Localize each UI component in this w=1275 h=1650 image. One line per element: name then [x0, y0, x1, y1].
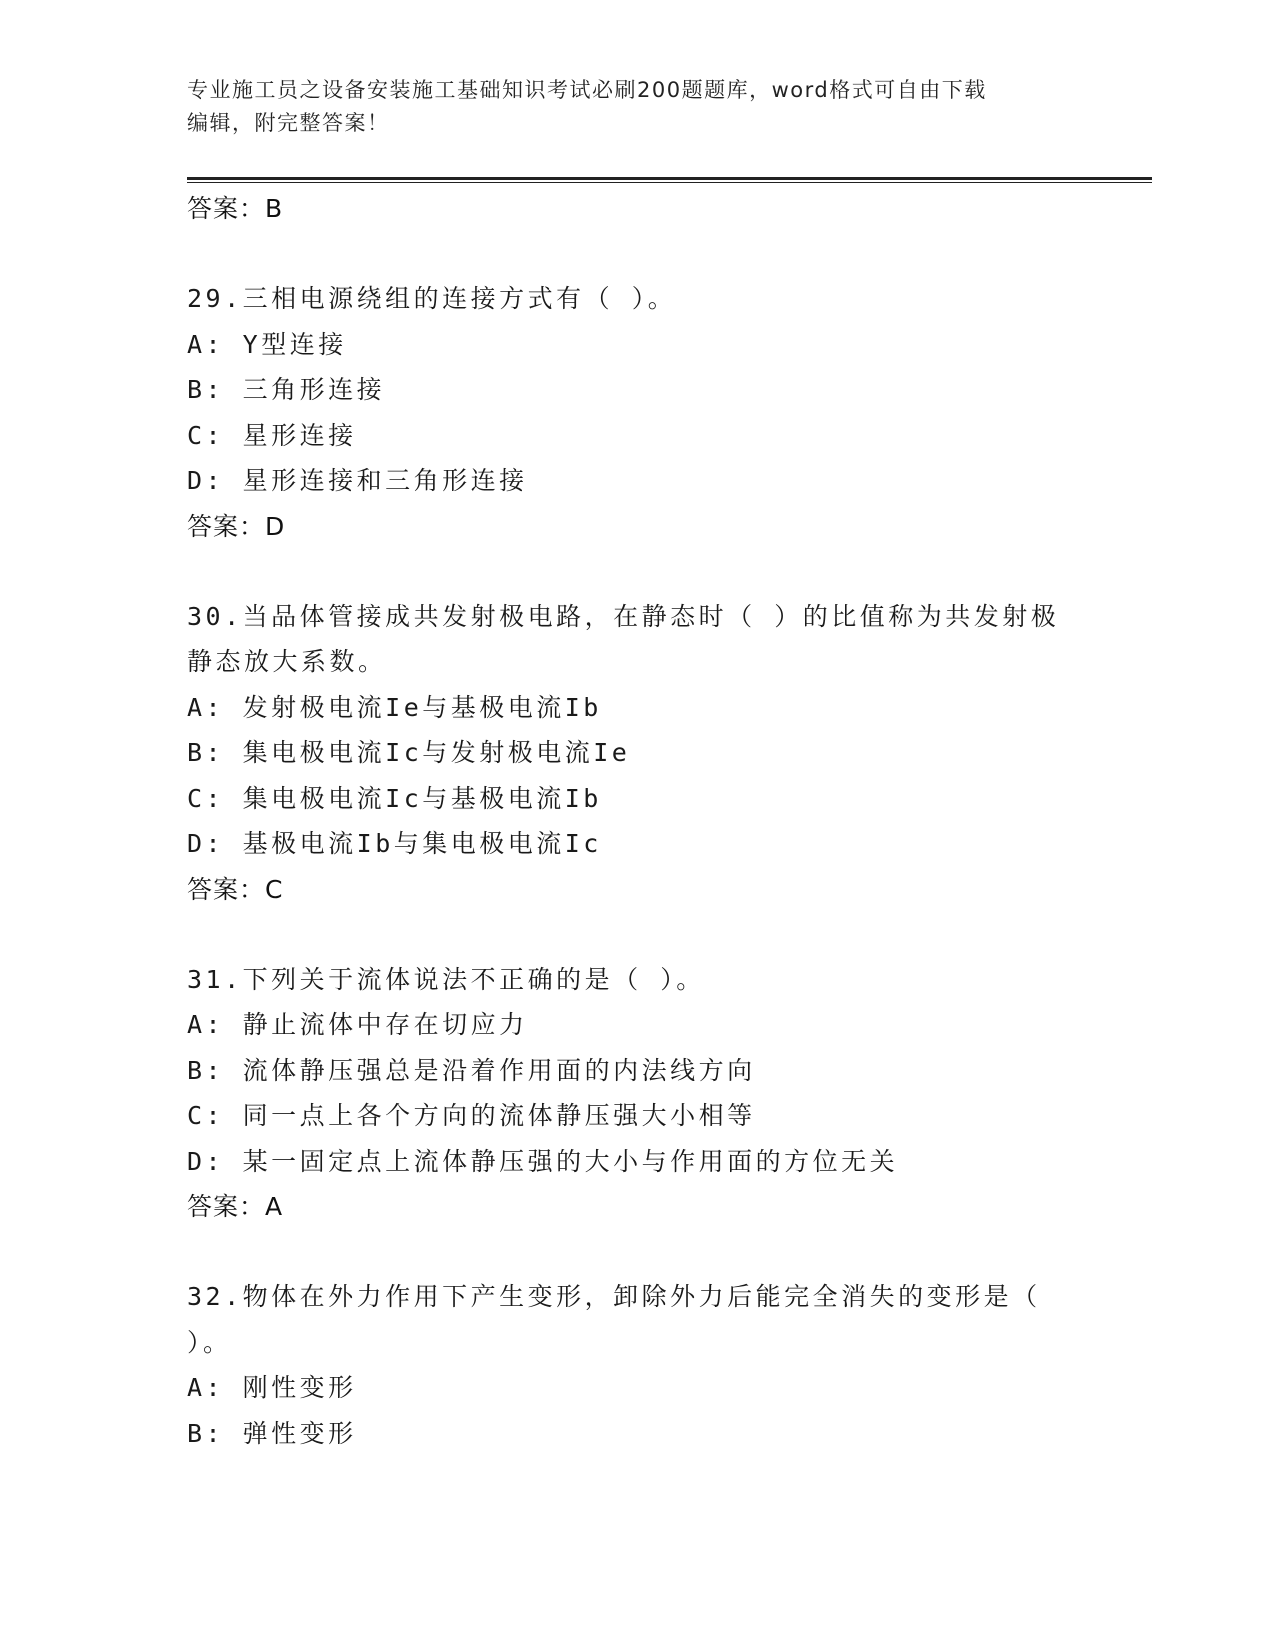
answer-line: 答案：C — [187, 874, 284, 904]
question-text: 32.物体在外力作用下产生变形，卸除外力后能完全消失的变形是（ — [187, 1282, 1041, 1311]
option-a: A: 刚性变形 — [187, 1373, 357, 1402]
spacer — [187, 1229, 1067, 1274]
question-block-32 — [187, 1274, 1067, 1456]
question-block-29 — [187, 276, 1067, 549]
question-text-continued: ）。 — [187, 1327, 232, 1357]
header-line-1: 专业施工员之设备安装施工基础知识考试必刷200题题库，word格式可自由下载 — [187, 78, 987, 102]
question-block-31 — [187, 957, 1067, 1230]
question-text: 29.三相电源绕组的连接方式有（ ）。 — [187, 284, 677, 313]
option-c: C: 集电极电流Ic与基极电流Ib — [187, 783, 602, 813]
option-a: A: Y型连接 — [187, 329, 347, 359]
option-b: B: 三角形连接 — [187, 375, 386, 404]
option-b: B: 弹性变形 — [187, 1418, 357, 1448]
option-c: C: 星形连接 — [187, 420, 357, 450]
option-d: D: 星形连接和三角形连接 — [187, 466, 528, 495]
answer-line: 答案：B — [187, 194, 284, 223]
option-d: D: 基极电流Ib与集电极电流Ic — [187, 829, 602, 858]
option-d: D: 某一固定点上流体静压强的大小与作用面的方位无关 — [187, 1146, 899, 1176]
question-text: 30.当品体管接成共发射极电路，在静态时（ ）的比值称为共发射极 — [187, 601, 1060, 631]
question-content — [187, 186, 1067, 1456]
option-b: B: 流体静压强总是沿着作用面的内法线方向 — [187, 1055, 756, 1085]
answer-line: 答案：A — [187, 1192, 284, 1221]
spacer — [187, 912, 1067, 957]
option-a: A: 发射极电流Ie与基极电流Ib — [187, 692, 602, 722]
answer-line: 答案：D — [187, 511, 286, 541]
option-a: A: 静止流体中存在切应力 — [187, 1010, 528, 1039]
header-rule-thick — [187, 177, 1152, 180]
header-rule-thin — [187, 182, 1152, 183]
option-c: C: 同一点上各个方向的流体静压强大小相等 — [187, 1101, 756, 1130]
header-line-2: 编辑，附完整答案！ — [187, 111, 390, 135]
spacer — [187, 231, 1067, 276]
question-text-continued: 静态放大系数。 — [187, 647, 387, 676]
question-text: 31.下列关于流体说法不正确的是（ ）。 — [187, 964, 705, 994]
page-header — [187, 74, 1087, 140]
option-b: B: 集电极电流Ic与发射极电流Ie — [187, 738, 631, 767]
question-block-30 — [187, 594, 1067, 912]
spacer — [187, 549, 1067, 594]
